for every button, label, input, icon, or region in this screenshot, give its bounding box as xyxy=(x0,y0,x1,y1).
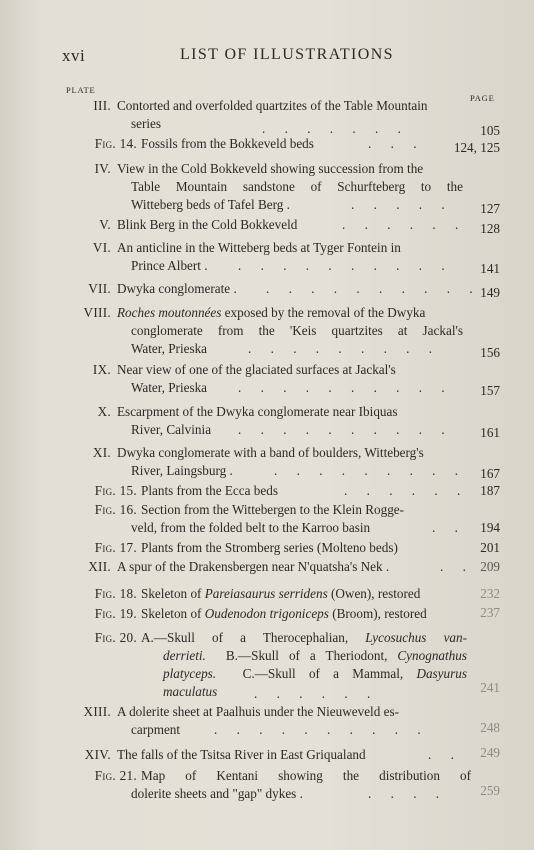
entry-page: 248 xyxy=(480,720,500,735)
entry-number: VII. xyxy=(88,281,111,296)
entry-line: A dolerite sheet at Paalhuis under the Nieuweveld es- xyxy=(117,704,399,719)
entry-page: 105 xyxy=(480,123,500,138)
entry-line: Skeleton of Oudenodon trigoniceps (Broom), restored xyxy=(141,606,427,621)
entry-line: Water, Prieska xyxy=(131,380,208,395)
entry-number: XII. xyxy=(88,559,111,574)
entry-line: Fossils from the Bokkeveld beds xyxy=(141,136,314,151)
entry-line: River, Laingsburg . xyxy=(131,463,233,478)
entry-line: dolerite sheets and "gap" dykes . xyxy=(131,786,303,801)
entry-line: Roches moutonnées exposed by the removal of the Dwyka xyxy=(117,305,426,320)
entry-line: derrieti. B.—Skull of a Theriodont, Cynognathus xyxy=(163,648,467,663)
entry-page: 201 xyxy=(480,540,500,555)
leader-dots: . . . . . . xyxy=(342,217,467,232)
entry-page: 237 xyxy=(480,605,500,620)
entry-number: Fig. 16. xyxy=(94,502,137,517)
leader-dots: . . . . . . . . . . xyxy=(238,380,453,395)
leader-dots: . . . . . . . . . . xyxy=(238,422,453,437)
entry-number: Fig. 14. xyxy=(94,136,137,151)
entry-number: VI. xyxy=(92,240,111,255)
entry-line: Witteberg beds of Tafel Berg . xyxy=(131,197,290,212)
entry-line: Water, Prieska xyxy=(131,341,208,356)
entry-number: Fig. 20. xyxy=(94,630,137,645)
entry-line: carpment xyxy=(131,722,181,737)
entry-line: A spur of the Drakensbergen near N'quatsha's Nek . xyxy=(117,559,390,574)
leader-dots: . . . . . . . . . xyxy=(248,341,441,356)
entry-number: Fig. 21. xyxy=(94,768,137,783)
entry-line: Skeleton of Pareiasaurus serridens (Owen), restored xyxy=(141,586,421,601)
entry-page: 241 xyxy=(480,680,500,695)
entry-number: Fig. 17. xyxy=(94,540,137,555)
entry-line: An anticline in the Witteberg beds at Tyger Fontein in xyxy=(117,240,401,255)
entry-page: 232 xyxy=(480,586,500,601)
entry-line: Map of Kentani showing the distribution of xyxy=(141,768,471,783)
leader-dots: . . . . . . xyxy=(344,483,469,498)
entry-line: Near view of one of the glaciated surfaces at Jackal's xyxy=(117,362,396,377)
leader-dots: . . . . xyxy=(368,786,448,801)
entry-number: Fig. 15. xyxy=(94,483,137,498)
leader-dots: . . . . . . . . . xyxy=(274,463,467,478)
entry-page: 194 xyxy=(480,520,500,535)
leader-dots: . . . . . . . . . . xyxy=(214,722,429,737)
entry-line: maculatus xyxy=(163,684,218,699)
entry-number: X. xyxy=(97,404,111,419)
leader-dots: . . xyxy=(432,520,466,535)
entry-number: Fig. 18. xyxy=(94,586,137,601)
entry-line: Blink Berg in the Cold Bokkeveld xyxy=(117,217,298,232)
leader-dots: . . . xyxy=(368,136,425,151)
page-header xyxy=(62,46,512,70)
entry-line: Plants from the Stromberg series (Molteno beds) xyxy=(141,540,398,555)
page-column-label: PAGE xyxy=(470,93,495,103)
leader-dots: . . xyxy=(428,747,462,762)
entry-number: VIII. xyxy=(83,305,111,320)
entry-line: Contorted and overfolded quartzites of the Table Mountain xyxy=(117,98,428,113)
leader-dots: . . . . . xyxy=(351,197,453,212)
entry-page: 161 xyxy=(480,425,500,440)
entry-line: platyceps. C.—Skull of a Mammal, Dasyurus xyxy=(163,666,467,681)
entry-page: 249 xyxy=(480,745,500,760)
plate-column-label: PLATE xyxy=(66,85,96,95)
entry-page: 127 xyxy=(480,201,500,216)
entry-page: 259 xyxy=(480,783,500,798)
entry-line: The falls of the Tsitsa River in East Griqualand xyxy=(117,747,366,762)
page-title: LIST OF ILLUSTRATIONS xyxy=(179,46,394,63)
entry-line: Plants from the Ecca beds xyxy=(141,483,278,498)
entry-line: River, Calvinia xyxy=(131,422,212,437)
entry-line: Table Mountain sandstone of Schurfteberg to the xyxy=(131,179,463,194)
entry-number: V. xyxy=(99,217,111,232)
entry-line: Escarpment of the Dwyka conglomerate near Ibiquas xyxy=(117,404,398,419)
entry-number: IX. xyxy=(92,362,111,377)
entry-page: 209 xyxy=(480,559,500,574)
page-number: xvi xyxy=(62,46,86,65)
leader-dots: . . . . . . . xyxy=(262,121,409,136)
entry-line: series xyxy=(131,116,162,131)
leader-dots: . . xyxy=(440,559,474,574)
entry-number: XIII. xyxy=(83,704,111,719)
leader-dots: . . . . . . . . . . xyxy=(266,281,481,296)
entry-page: 156 xyxy=(480,345,500,360)
entry-page: 128 xyxy=(480,221,500,236)
entry-page: 149 xyxy=(480,285,500,300)
entry-page: 167 xyxy=(480,466,500,481)
entry-page: 141 xyxy=(480,261,500,276)
entry-line: View in the Cold Bokkeveld showing succession from the xyxy=(117,161,424,176)
entry-number: XIV. xyxy=(84,747,111,762)
entry-number: IV. xyxy=(94,161,111,176)
entry-line: conglomerate from the 'Keis quartzites at Jackal's xyxy=(131,323,463,338)
leader-dots: . . . . . . xyxy=(254,686,379,701)
entry-line: Dwyka conglomerate with a band of boulders, Witteberg's xyxy=(117,445,424,460)
entry-line: Section from the Wittebergen to the Klein Rogge- xyxy=(141,502,405,517)
entry-page: 124, 125 xyxy=(453,140,500,155)
entry-number: XI. xyxy=(92,445,111,460)
entry-line: Dwyka conglomerate . xyxy=(117,281,237,296)
entry-line: Prince Albert . xyxy=(131,258,208,273)
entry-page: 157 xyxy=(480,383,500,398)
entry-number: Fig. 19. xyxy=(94,606,137,621)
entry-number: III. xyxy=(93,98,111,113)
entry-page: 187 xyxy=(480,483,500,498)
entry-line: A.—Skull of a Therocephalian, Lycosuchus van- xyxy=(141,630,468,645)
leader-dots: . . . . . . . . . . xyxy=(238,258,453,273)
entry-line: veld, from the folded belt to the Karroo basin xyxy=(131,520,371,535)
